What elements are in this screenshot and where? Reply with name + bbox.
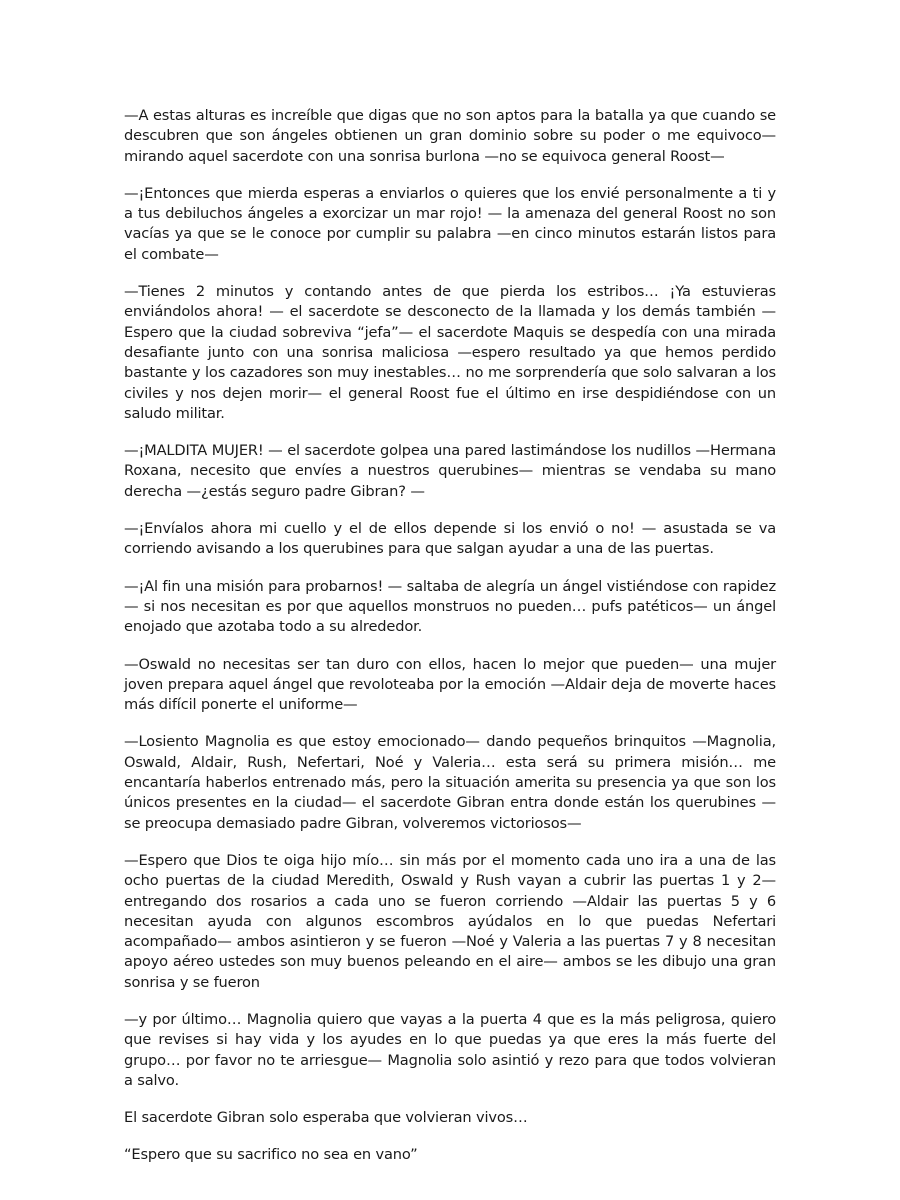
paragraph-5: —¡Envíalos ahora mi cuello y el de ellos depende si los envió o no! — asustada se va corriendo avisando a los querubines para que salgan ayudar a una de las puertas. <box>124 520 776 558</box>
paragraph-3: —Tienes 2 minutos y contando antes de que pierda los estribos… ¡Ya estuvieras enviándolos ahora! — el sacerdote se desconecto de la llamada y los demás también —Espero que la ciudad sobreviva “jefa”— el sacerdote Maquis se despedía con una mirada desafiante junto con una sonrisa maliciosa —espero resultado ya que hemos perdido bastante y los cazadores son muy inestables… no me sorprendería que solo salvaran a los civiles y nos dejen morir— el general Roost fue el último en irse despidiéndose con un saludo militar. <box>124 283 776 422</box>
paragraph-10: —y por último… Magnolia quiero que vayas a la puerta 4 que es la más peligrosa, quiero que revises si hay vida y los ayudes en lo que puedas ya que eres la más fuerte del grupo… por favor no te arriesgue— Magnolia solo asintió y rezo para que todos volvieran a salvo. <box>124 1010 776 1089</box>
paragraph-6: —¡Al fin una misión para probarnos! — saltaba de alegría un ángel vistiéndose con rapidez — si nos necesitan es por que aquellos monstruos no pueden… pufs patéticos— un ángel enojado que azotaba todo a su alrededor. <box>124 577 776 636</box>
document-page <box>124 106 776 1166</box>
paragraph-2: —¡Entonces que mierda esperas a enviarlos o quieres que los envié personalmente a ti y a tus debiluchos ángeles a exorcizar un mar rojo! — la amenaza del general Roost no son vacías ya que se le conoce por cumplir su palabra —en cinco minutos estarán listos para el combate— <box>124 184 776 263</box>
closing-quote: “Espero que su sacrifico no sea en vano” <box>124 1146 418 1164</box>
paragraph-7: —Oswald no necesitas ser tan duro con ellos, hacen lo mejor que pueden— una mujer joven prepara aquel ángel que revoloteaba por la emoción —Aldair deja de moverte haces más difícil ponerte el uniforme— <box>124 655 776 714</box>
paragraph-9: —Espero que Dios te oiga hijo mío… sin más por el momento cada uno ira a una de las ocho puertas de la ciudad Meredith, Oswald y Rush vayan a cubrir las puertas 1 y 2— entregando dos rosarios a cada uno se fueron corriendo —Aldair las puertas 5 y 6 necesitan ayuda con algunos escombros ayúdalos en lo que puedas Nefertari acompañado— ambos asintieron y se fueron —Noé y Valeria a las puertas 7 y 8 necesitan apoyo aéreo ustedes son muy buenos peleando en el aire— ambos se les dibujo una gran sonrisa y se fueron <box>124 851 776 991</box>
paragraph-11: El sacerdote Gibran solo esperaba que volvieran vivos… <box>124 1109 528 1127</box>
paragraph-1: —A estas alturas es increíble que digas que no son aptos para la batalla ya que cuando se descubren que son ángeles obtienen un gran dominio sobre su poder o me equivoco— mirando aquel sacerdote con una sonrisa burlona —no se equivoca general Roost— <box>124 107 776 165</box>
paragraph-4: —¡MALDITA MUJER! — el sacerdote golpea una pared lastimándose los nudillos —Hermana Roxana, necesito que envíes a nuestros querubines— mientras se vendaba su mano derecha —¿estás seguro padre Gibran? — <box>124 442 776 500</box>
paragraph-8: —Losiento Magnolia es que estoy emocionado— dando pequeños brinquitos —Magnolia, Oswald, Aldair, Rush, Nefertari, Noé y Valeria… esta será su primera misión… me encantaría haberlos entrenado más, pero la situación amerita su presencia ya que son los únicos presentes en la ciudad— el sacerdote Gibran entra donde están los querubines —se preocupa demasiado padre Gibran, volveremos victoriosos— <box>124 733 776 832</box>
